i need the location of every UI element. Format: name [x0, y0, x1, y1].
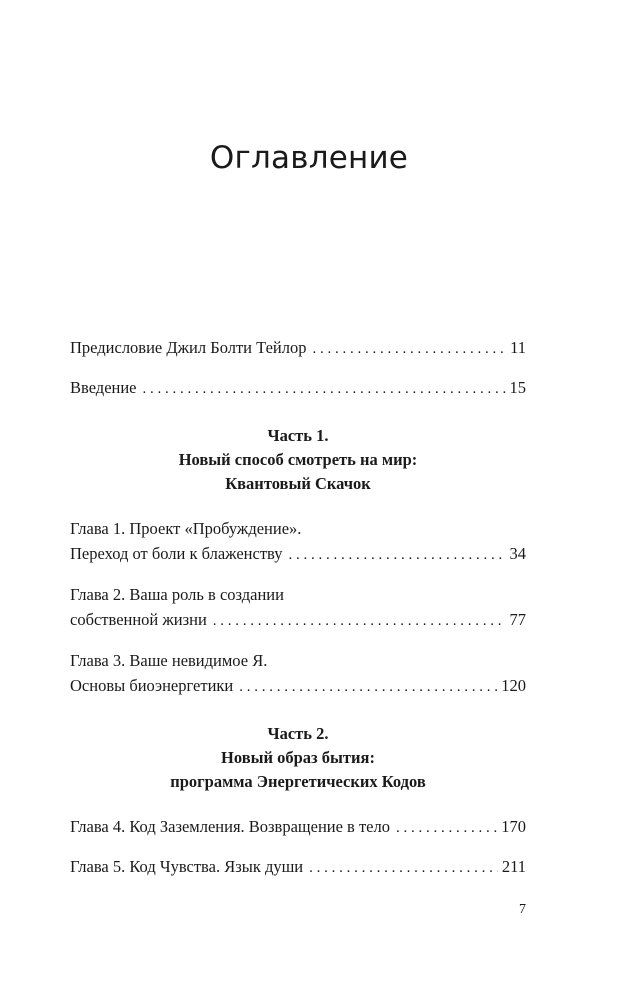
toc-entry-text: Глава 5. Код Чувства. Язык души — [70, 857, 304, 876]
toc-entry-text: Введение — [70, 378, 137, 397]
part-1-heading — [70, 424, 526, 496]
table-of-contents — [70, 335, 526, 894]
part-label: Часть 2. — [267, 724, 329, 743]
toc-entry-chapter-1[interactable] — [70, 516, 526, 568]
toc-entry-page: 11 — [510, 338, 526, 357]
toc-entry-introduction[interactable] — [70, 375, 526, 402]
toc-entry-text: Предисловие Джил Болти Тейлор — [70, 338, 307, 357]
dot-leader — [213, 609, 506, 634]
part-title: Новый образ бытия: — [221, 748, 375, 767]
toc-entry-page: 170 — [501, 817, 526, 836]
dot-leader — [312, 337, 506, 362]
toc-entry-chapter-3[interactable] — [70, 648, 526, 700]
dot-leader — [396, 816, 497, 841]
toc-entry-text: Переход от боли к блаженству — [70, 544, 283, 563]
part-subtitle: Квантовый Скачок — [225, 474, 371, 493]
toc-entry-text: Глава 3. Ваше невидимое Я. — [70, 651, 268, 670]
part-label: Часть 1. — [267, 426, 329, 445]
part-title: Новый способ смотреть на мир: — [178, 450, 418, 469]
toc-entry-page: 120 — [501, 676, 526, 695]
toc-entry-chapter-2[interactable] — [70, 582, 526, 634]
part-subtitle: программа Энергетических Кодов — [170, 772, 426, 791]
page-title: Оглавление — [209, 140, 409, 176]
toc-entry-chapter-5[interactable] — [70, 854, 526, 881]
toc-entry-chapter-4[interactable] — [70, 814, 526, 841]
toc-entry-page: 15 — [509, 378, 526, 397]
toc-entry-page: 77 — [509, 610, 526, 629]
toc-entry-text: Глава 1. Проект «Пробуждение». — [70, 519, 302, 538]
toc-entry-text: Глава 2. Ваша роль в создании — [70, 585, 284, 604]
dot-leader — [239, 675, 497, 700]
page-number: 7 — [519, 902, 526, 917]
toc-entry-preface[interactable] — [70, 335, 526, 362]
dot-leader — [289, 543, 506, 568]
toc-entry-text: собственной жизни — [70, 610, 207, 629]
part-2-heading — [70, 722, 526, 794]
toc-entry-page: 211 — [501, 857, 526, 876]
toc-entry-page: 34 — [509, 544, 526, 563]
toc-entry-text: Глава 4. Код Заземления. Возвращение в тело — [70, 817, 390, 836]
toc-entry-text: Основы биоэнергетики — [70, 676, 234, 695]
dot-leader — [143, 377, 506, 402]
dot-leader — [309, 856, 498, 881]
